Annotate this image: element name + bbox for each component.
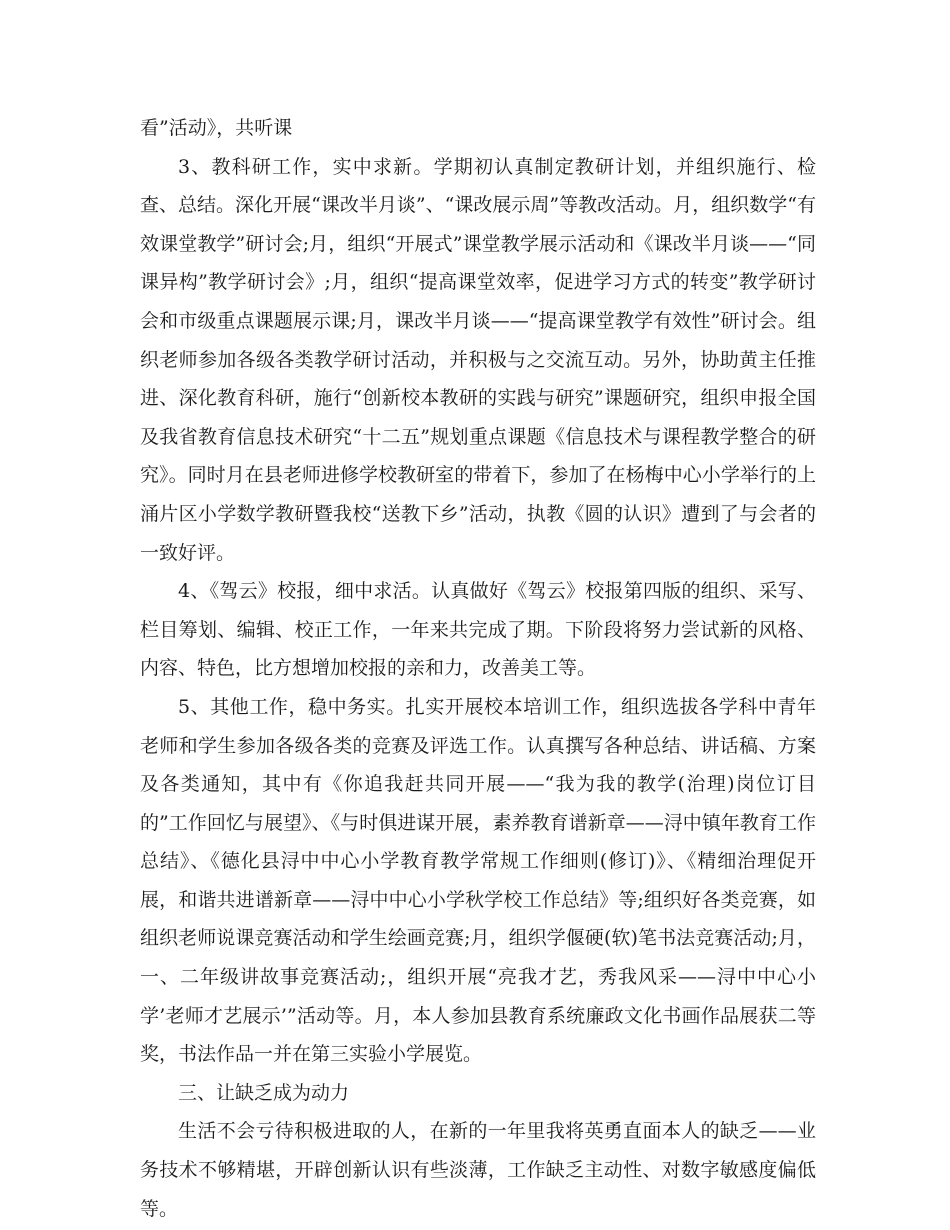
section-heading-shortcomings: 三、让缺乏成为动力	[178, 1081, 350, 1104]
document-body	[140, 109, 816, 1228]
paragraph-school-newspaper: 4、《驾云》校报，细中求活。认真做好《驾云》校报第四版的组织、采写、栏目筹划、编辑、校正工作，一年来共完成了期。下阶段将努力尝试新的风格、内容、特色，比方想增加校报的亲和力，改善美工等。	[140, 580, 816, 680]
paragraph-shortcomings: 生活不会亏待积极进取的人，在新的一年里我将英勇直面本人的缺乏——业务技术不够精堪，开辟创新认识有些淡薄，工作缺乏主动性、对数字敏感度偏低等。	[140, 1120, 816, 1220]
paragraph-other-work: 5、其他工作，稳中务实。扎实开展校本培训工作，组织选拔各学科中青年老师和学生参加各级各类的竞赛及评选工作。认真撰写各种总结、讲话稿、方案及各类通知，其中有《你追我赶共同开展——“我为我的教学(治理)岗位订目的”工作回忆与展望》、《与时俱进谋开展，素养教育谱新章——浔中镇年教育工作总结》、《德化县浔中中心小学教育教学常规工作细则(修订)》、《精细治理促开展，和谐共进谱新章——浔中中心小学秋学校工作总结》等;组织好各类竞赛，如组织老师说课竞赛活动和学生绘画竞赛;月，组织学偃硬(软)笔书法竞赛活动;月，一、二年级讲故事竞赛活动;，组织开展“亮我才艺，秀我风采——浔中中心小学’老师才艺展示’”活动等。月，本人参加县教育系统廉政文化书画作品展获二等奖，书法作品一并在第三实验小学展览。	[140, 695, 816, 1066]
paragraph-teaching-research: 3、教科研工作，实中求新。学期初认真制定教研计划，并组织施行、检查、总结。深化开展“课改半月谈”、“课改展示周”等教改活动。月，组织数学“有效课堂教学”研讨会;月，组织“开展式”课堂教学展示活动和《课改半月谈——“同课异构”教学研讨会》;月，组织“提高课堂效率，促进学习方式的转变”教学研讨会和市级重点课题展示课;月，课改半月谈——“提高课堂教学有效性”研讨会。组织老师参加各级各类教学研讨活动，并积极与之交流互动。另外，协助黄主任推进、深化教育科研，施行“创新校本教研的实践与研究”课题研究，组织申报全国及我省教育信息技术研究“十二五”规划重点课题《信息技术与课程教学整合的研究》。同时月在县老师进修学校教研室的带着下，参加了在杨梅中心小学举行的上涌片区小学数学教研暨我校“送教下乡”活动，执教《圆的认识》遭到了与会者的一致好评。	[140, 155, 816, 564]
paragraph-continuation: 看”活动》，共听课	[140, 117, 293, 139]
